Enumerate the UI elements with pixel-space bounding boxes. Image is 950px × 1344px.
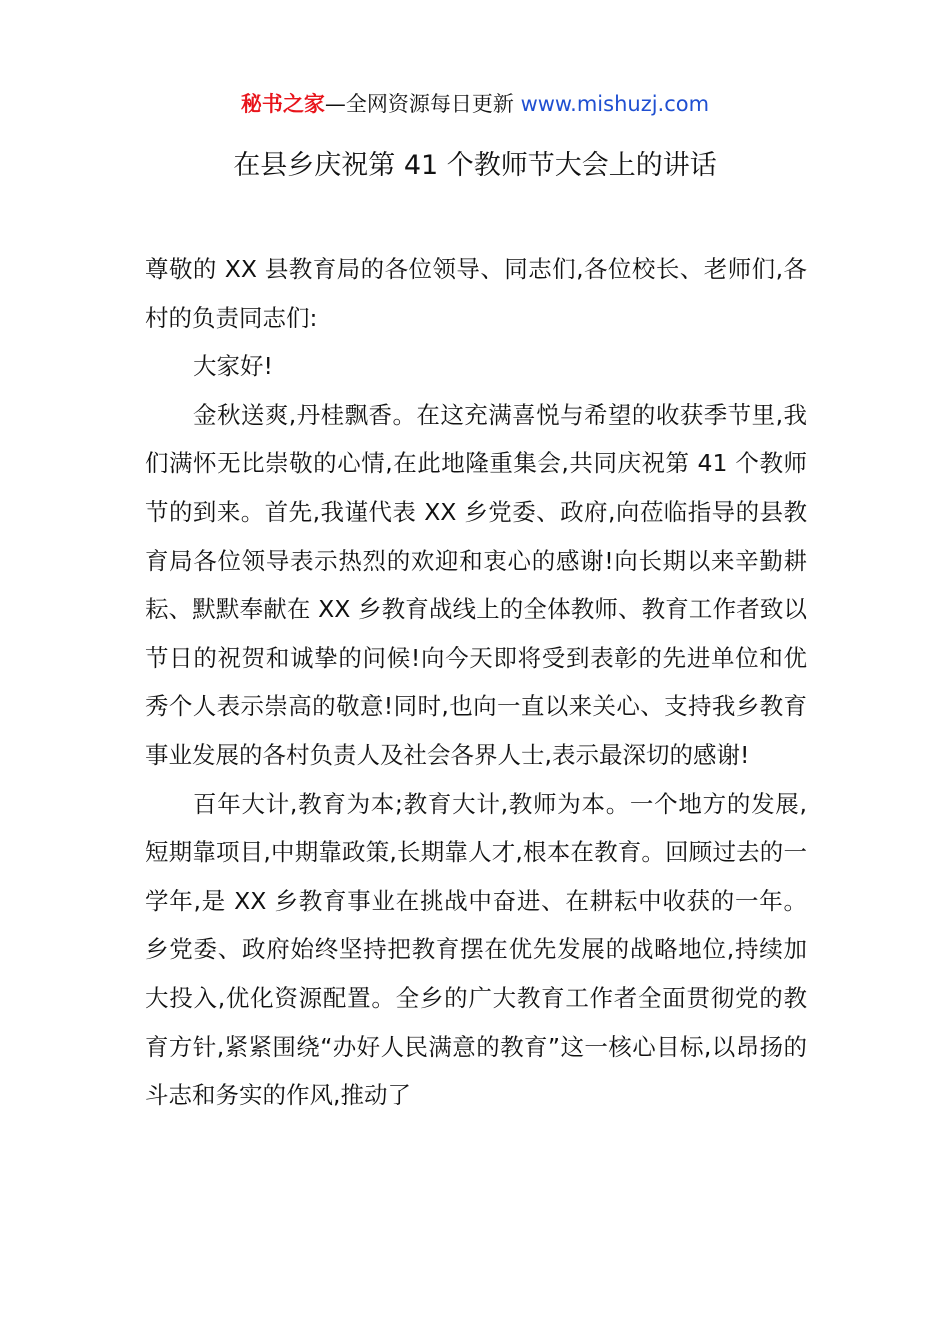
- greeting-paragraph: 大家好!: [193, 352, 273, 381]
- page-header: [0, 88, 950, 120]
- site-link[interactable]: www.mishuzj.com: [520, 92, 710, 116]
- body-paragraph: 金秋送爽,丹桂飘香。在这充满喜悦与希望的收获季节里,我们满怀无比崇敬的心情,在此地隆重集会,共同庆祝第 41 个教师节的到来。首先,我谨代表 XX 乡党委、政府,向莅临指导的县教育局各位领导表示热烈的欢迎和衷心的感谢!向长期以来辛勤耕耘、默默奉献在 XX 乡教育战线上的全体教师、教育工作者致以节日的祝贺和诚挚的问候!向今天即将受到表彰的先进单位和优秀个人表示崇高的敬意!同时,也向一直以来关心、支持我乡教育事业发展的各村负责人及社会各界人士,表示最深切的感谢!: [145, 400, 807, 769]
- document-title: 在县乡庆祝第 41 个教师节大会上的讲话: [233, 150, 717, 181]
- document-body: [145, 245, 807, 1120]
- brand-name: 秘书之家: [240, 92, 325, 116]
- salutation-paragraph: 尊敬的 XX 县教育局的各位领导、同志们,各位校长、老师们,各村的负责同志们:: [145, 255, 807, 332]
- header-tagline: —全网资源每日更新: [324, 92, 514, 116]
- body-paragraph: 百年大计,教育为本;教育大计,教师为本。一个地方的发展,短期靠项目,中期靠政策,长期靠人才,根本在教育。回顾过去的一学年,是 XX 乡教育事业在挑战中奋进、在耕耘中收获的一年。乡党委、政府始终坚持把教育摆在优先发展的战略地位,持续加大投入,优化资源配置。全乡的广大教育工作者全面贯彻党的教育方针,紧紧围绕“办好人民满意的教育”这一核心目标,以昂扬的斗志和务实的作风,推动了: [145, 789, 807, 1110]
